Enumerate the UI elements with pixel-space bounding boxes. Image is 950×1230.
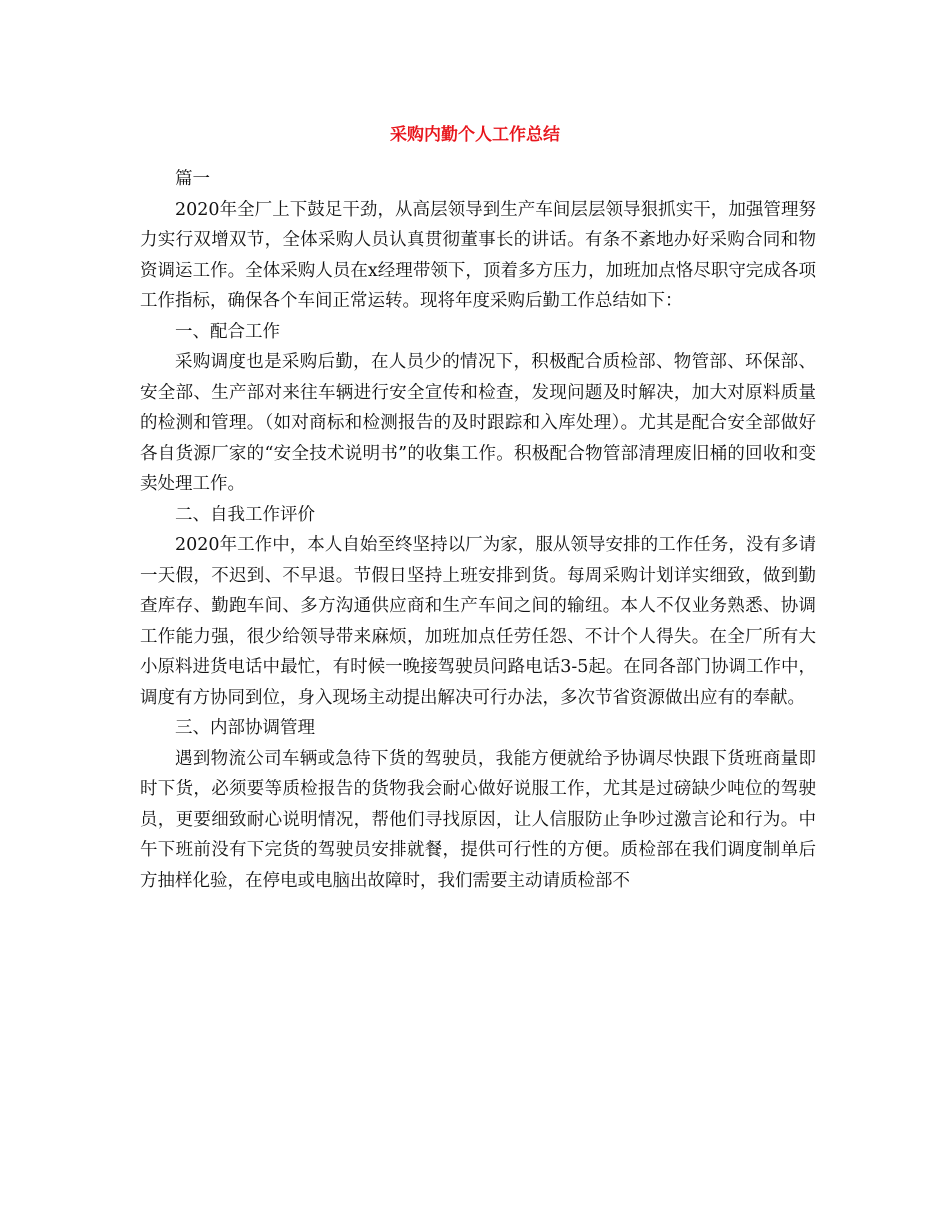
paragraph-self-evaluation: 2020年工作中，本人自始至终坚持以厂为家，服从领导安排的工作任务，没有多请一天假，不迟到、不早退。节假日坚持上班安排到货。每周采购计划详实细致，做到勤查库存、勤跑车间、多方沟通供应商和生产车间之间的输纽。本人不仅业务熟悉、协调工作能力强，很少给领导带来麻烦，加班加点任劳任怨、不计个人得失。在全厂所有大小原料进货电话中最忙，有时候一晚接驾驶员问路电话3-5起。在同各部门协调工作中，调度有方协同到位，身入现场主动提出解决可行办法，多次节省资源做出应有的奉献。 [140, 535, 816, 708]
section-heading-self-evaluation: 二、自我工作评价 [175, 504, 315, 525]
section-heading-internal-coordination: 三、内部协调管理 [175, 718, 315, 738]
paragraph-intro: 2020年全厂上下鼓足干劲，从高层领导到生产车间层层领导狠抓实干，加强管理努力实行双增双节，全体采购人员认真贯彻董事长的讲话。有条不紊地办好采购合同和物资调运工作。全体采购人员在x经理带领下，顶着多方压力，加班加点恪尽职守完成各项工作指标，确保各个车间正常运转。现将年度采购后勤工作总结如下： [140, 199, 816, 311]
section-heading-part-one: 篇一 [175, 169, 210, 189]
document-body [140, 164, 816, 896]
document-title: 采购内勤个人工作总结 [390, 125, 560, 145]
section-heading-cooperation: 一、配合工作 [175, 321, 280, 342]
paragraph-internal-coordination: 遇到物流公司车辆或急待下货的驾驶员，我能方便就给予协调尽快跟下货班商量即时下货，必须要等质检报告的货物我会耐心做好说服工作，尤其是过磅缺少吨位的驾驶员，更要细致耐心说明情况，帮他们寻找原因，让人信服防止争吵过激言论和行为。中午下班前没有下完货的驾驶员安排就餐，提供可行性的方便。质检部在我们调度制单后方抽样化验，在停电或电脑出故障时，我们需要主动请质检部不 [140, 748, 816, 891]
paragraph-cooperation: 采购调度也是采购后勤，在人员少的情况下，积极配合质检部、物管部、环保部、安全部、生产部对来往车辆进行安全宣传和检查，发现问题及时解决，加大对原料质量的检测和管理。（如对商标和检测报告的及时跟踪和入库处理）。尤其是配合安全部做好各自货源厂家的“安全技术说明书”的收集工作。积极配合物管部清理废旧桶的回收和变卖处理工作。 [140, 352, 816, 494]
